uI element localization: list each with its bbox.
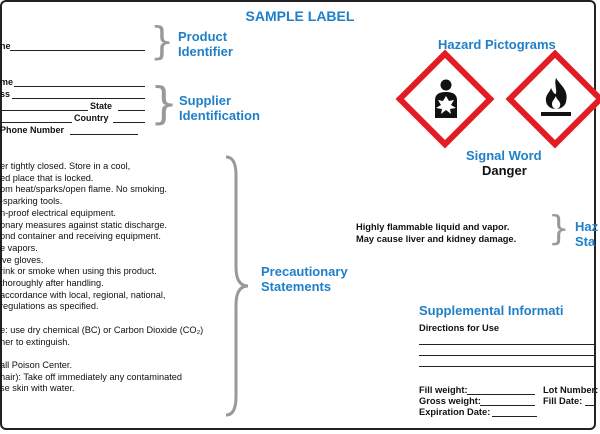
hazard-heading-line2: Sta bbox=[575, 234, 596, 249]
lot-number-label: Lot Number: bbox=[543, 385, 599, 395]
product-name-label: ne bbox=[0, 41, 11, 51]
precaution-line: e: use dry chemical (BC) or Carbon Dioxide (CO₂) bbox=[0, 324, 204, 335]
precaution-line: thoroughly after handling. bbox=[0, 278, 104, 289]
precaution-line: rink or smoke when using this product. bbox=[0, 266, 157, 277]
precautionary-statements-list bbox=[0, 161, 230, 395]
flame-icon bbox=[535, 76, 577, 120]
supplier-field-phone: Phone Number bbox=[0, 125, 65, 135]
hazard-statements-text bbox=[356, 221, 516, 245]
precaution-line: her to extinguish. bbox=[0, 336, 70, 347]
precaution-line: ond container and receiving equipment. bbox=[0, 231, 161, 242]
directions-line-3 bbox=[419, 366, 596, 367]
directions-line-2 bbox=[419, 355, 596, 356]
signal-word-value: Danger bbox=[482, 163, 527, 178]
precaution-line: accordance with local, regional, national, bbox=[0, 289, 166, 300]
supplier-field-name: me bbox=[0, 77, 14, 87]
fill-weight-label: Fill weight: bbox=[419, 385, 468, 395]
precaution-line: n-proof electrical equipment. bbox=[0, 207, 116, 218]
supplier-field-address: ss bbox=[0, 89, 11, 99]
precaution-line: e vapors. bbox=[0, 242, 38, 253]
precaution-line: er tightly closed. Store in a cool, bbox=[0, 161, 131, 171]
supplier-address-line bbox=[12, 98, 145, 99]
lot-number-line bbox=[594, 394, 596, 395]
supplier-heading-line1: Supplier bbox=[179, 93, 232, 108]
precautionary-heading-line2: Statements bbox=[261, 279, 332, 294]
supplier-name-line bbox=[14, 86, 145, 87]
hazard-pictograms-heading: Hazard Pictograms bbox=[438, 37, 556, 52]
supplier-brace: } bbox=[150, 78, 178, 129]
supplier-identification-heading bbox=[179, 93, 260, 123]
precaution-line bbox=[0, 313, 230, 325]
directions-for-use-label: Directions for Use bbox=[419, 323, 500, 333]
hazard-brace: } bbox=[548, 209, 570, 249]
precaution-line: se skin with water. bbox=[0, 383, 75, 394]
precautionary-statements-heading bbox=[261, 264, 348, 294]
precaution-line: onary measures against static discharge. bbox=[0, 219, 167, 230]
fill-date-line bbox=[585, 405, 596, 406]
product-name-line bbox=[10, 50, 145, 51]
precaution-line: ive gloves. bbox=[0, 254, 44, 265]
supplier-heading-line2: Identification bbox=[179, 108, 260, 123]
supplemental-information-heading: Supplemental Informati bbox=[419, 303, 564, 318]
product-identifier-heading-line1: Product bbox=[178, 29, 228, 44]
fill-date-label: Fill Date: bbox=[543, 396, 583, 406]
expiration-date-line bbox=[492, 416, 537, 417]
hazard-statements-heading bbox=[575, 219, 598, 249]
precaution-line: ed place that is locked. bbox=[0, 172, 94, 183]
supplier-state-line bbox=[118, 110, 145, 111]
precaution-line: om heat/sparks/open flame. No smoking. bbox=[0, 184, 167, 195]
hazard-statement-1: Highly flammable liquid and vapor. bbox=[356, 222, 510, 232]
product-identifier-heading-line2: Identifier bbox=[178, 44, 233, 59]
gross-weight-label: Gross weight: bbox=[419, 396, 481, 406]
precautionary-brace bbox=[222, 155, 252, 417]
product-brace: } bbox=[150, 19, 175, 63]
precaution-line: hair): Take off immediately any contaminated bbox=[0, 371, 182, 382]
signal-word-heading: Signal Word bbox=[466, 148, 542, 163]
supplier-country-line bbox=[113, 122, 145, 123]
supplier-phone-line bbox=[70, 134, 138, 135]
precautionary-heading-line1: Precautionary bbox=[261, 264, 348, 279]
health-hazard-icon bbox=[425, 78, 467, 120]
supplier-city-line bbox=[0, 110, 88, 111]
supplier-field-state: State bbox=[90, 101, 113, 111]
precaution-line bbox=[0, 348, 230, 360]
precaution-line: regulations as specified. bbox=[0, 301, 99, 312]
hazard-statement-2: May cause liver and kidney damage. bbox=[356, 234, 517, 244]
hazard-heading-line1: Haz bbox=[575, 219, 599, 234]
directions-line-1 bbox=[419, 344, 596, 345]
supplier-zip-line bbox=[0, 122, 72, 123]
expiration-date-label: Expiration Date: bbox=[419, 407, 491, 417]
precaution-line: all Poison Center. bbox=[0, 359, 73, 370]
supplier-field-country: Country bbox=[74, 113, 109, 123]
product-identifier-heading bbox=[178, 29, 233, 59]
precaution-line: -sparking tools. bbox=[0, 196, 63, 207]
label-title: SAMPLE LABEL bbox=[245, 8, 355, 24]
